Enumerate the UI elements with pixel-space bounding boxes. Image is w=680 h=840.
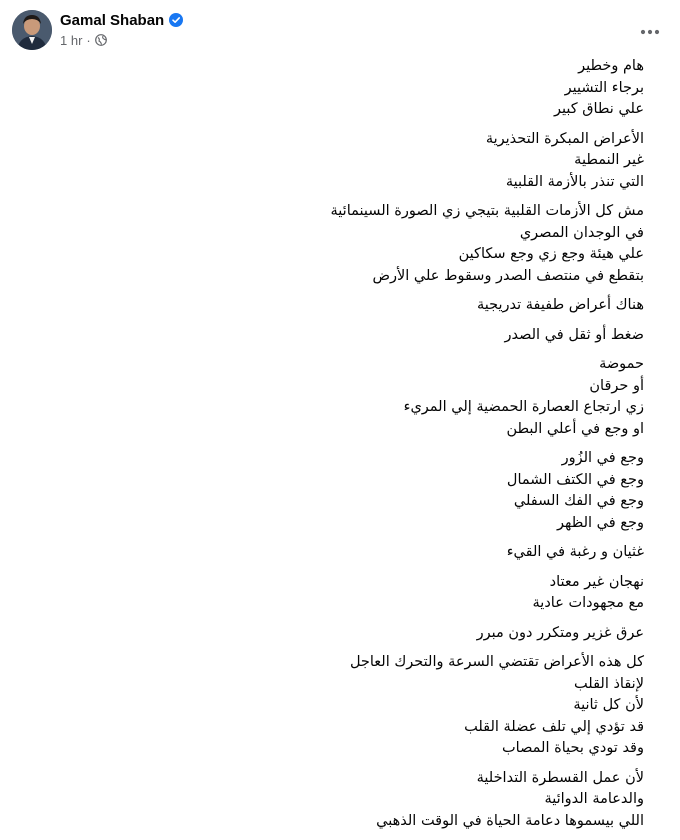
post-paragraph: [44, 768, 644, 833]
post-text-line: هام وخطير: [578, 58, 644, 74]
avatar-image: [12, 10, 52, 50]
verified-badge-icon: [169, 13, 183, 27]
post-text-line: اللي بيسموها دعامة الحياة في الوقت الذهبي: [376, 812, 644, 829]
post-paragraph: [44, 295, 644, 317]
post-paragraph: [44, 129, 644, 194]
post-text-line: وجع في الفك السفلي: [513, 493, 644, 509]
post-text-line: مش كل الأزمات القلبية بتيجي زي الصورة السينمائية: [330, 203, 644, 219]
post-text-line: وجع في الكتف الشمال: [506, 471, 644, 488]
post-text-line: غثيان و رغبة في القيء: [506, 544, 644, 560]
post-text-line: لأن عمل القسطرة التداخلية: [476, 769, 644, 786]
post-text-line: عرق غزير ومتكرر دون مبرر: [476, 624, 644, 641]
post-paragraph: [44, 448, 644, 534]
author-name[interactable]: Gamal Shaban: [60, 11, 165, 29]
author-avatar[interactable]: [12, 10, 52, 50]
post-text-line: وقد تودي بحياة المصاب: [502, 740, 644, 756]
post-body: [44, 56, 644, 840]
post-text-line: وجع في الظهر: [557, 514, 644, 531]
more-dots-icon: [640, 29, 660, 35]
meta-separator: ·: [86, 32, 91, 48]
post-text-line: أو حرقان: [589, 377, 644, 394]
post-text-line: هناك أعراض طفيفة تدريجية: [476, 297, 644, 313]
post-meta: [60, 31, 107, 49]
post-paragraph: [44, 652, 644, 760]
post-text-line: نهجان غير معتاد: [549, 573, 644, 590]
post-paragraph: [44, 354, 644, 440]
post-text-line: وجع في الزُور: [561, 450, 644, 466]
post-paragraph: [44, 542, 644, 564]
post-text-line: علي نطاق كبير: [553, 101, 644, 117]
post-text-line: لإنقاذ القلب: [574, 675, 644, 692]
post-paragraph: [44, 623, 644, 645]
post-text-line: او وجع في أعلي البطن: [506, 420, 644, 437]
post-text-line: التي تنذر بالأزمة القلبية: [505, 173, 644, 190]
post-paragraph: [44, 201, 644, 287]
post-text-line: كل هذه الأعراض تقتضي السرعة والتحرك العاجل: [349, 654, 644, 670]
post-paragraph: [44, 325, 644, 347]
post-text-line: والدعامة الدوائية: [544, 791, 644, 807]
post-timestamp[interactable]: 1 hr: [60, 32, 83, 48]
more-options-button[interactable]: [632, 14, 668, 50]
post-text-line: برجاء التشيير: [564, 79, 644, 96]
post-header: [12, 10, 668, 54]
post-text-line: مع مجهودات عادية: [532, 595, 644, 611]
author-row: [60, 10, 183, 30]
post-paragraph: [44, 56, 644, 121]
globe-icon[interactable]: [95, 34, 107, 46]
post-text-line: زي ارتجاع العصارة الحمضية إلي المريء: [403, 399, 644, 415]
post-text-line: في الوجدان المصري: [519, 224, 644, 241]
post-text-line: ضغط أو ثقل في الصدر: [504, 326, 644, 343]
post-text-line: قد تؤدي إلي تلف عضلة القلب: [464, 718, 644, 735]
post-text-line: الأعراض المبكرة التحذيرية: [485, 130, 644, 147]
post-text-line: غير النمطية: [574, 152, 644, 168]
post-text-line: علي هيئة وجع زي وجع سكاكين: [458, 246, 644, 262]
post-text-line: لأن كل ثانية: [573, 697, 644, 713]
post-paragraph: [44, 572, 644, 615]
post-text-line: بتقطع في منتصف الصدر وسقوط علي الأرض: [372, 267, 644, 284]
post-text-line: حموضة: [599, 356, 644, 372]
